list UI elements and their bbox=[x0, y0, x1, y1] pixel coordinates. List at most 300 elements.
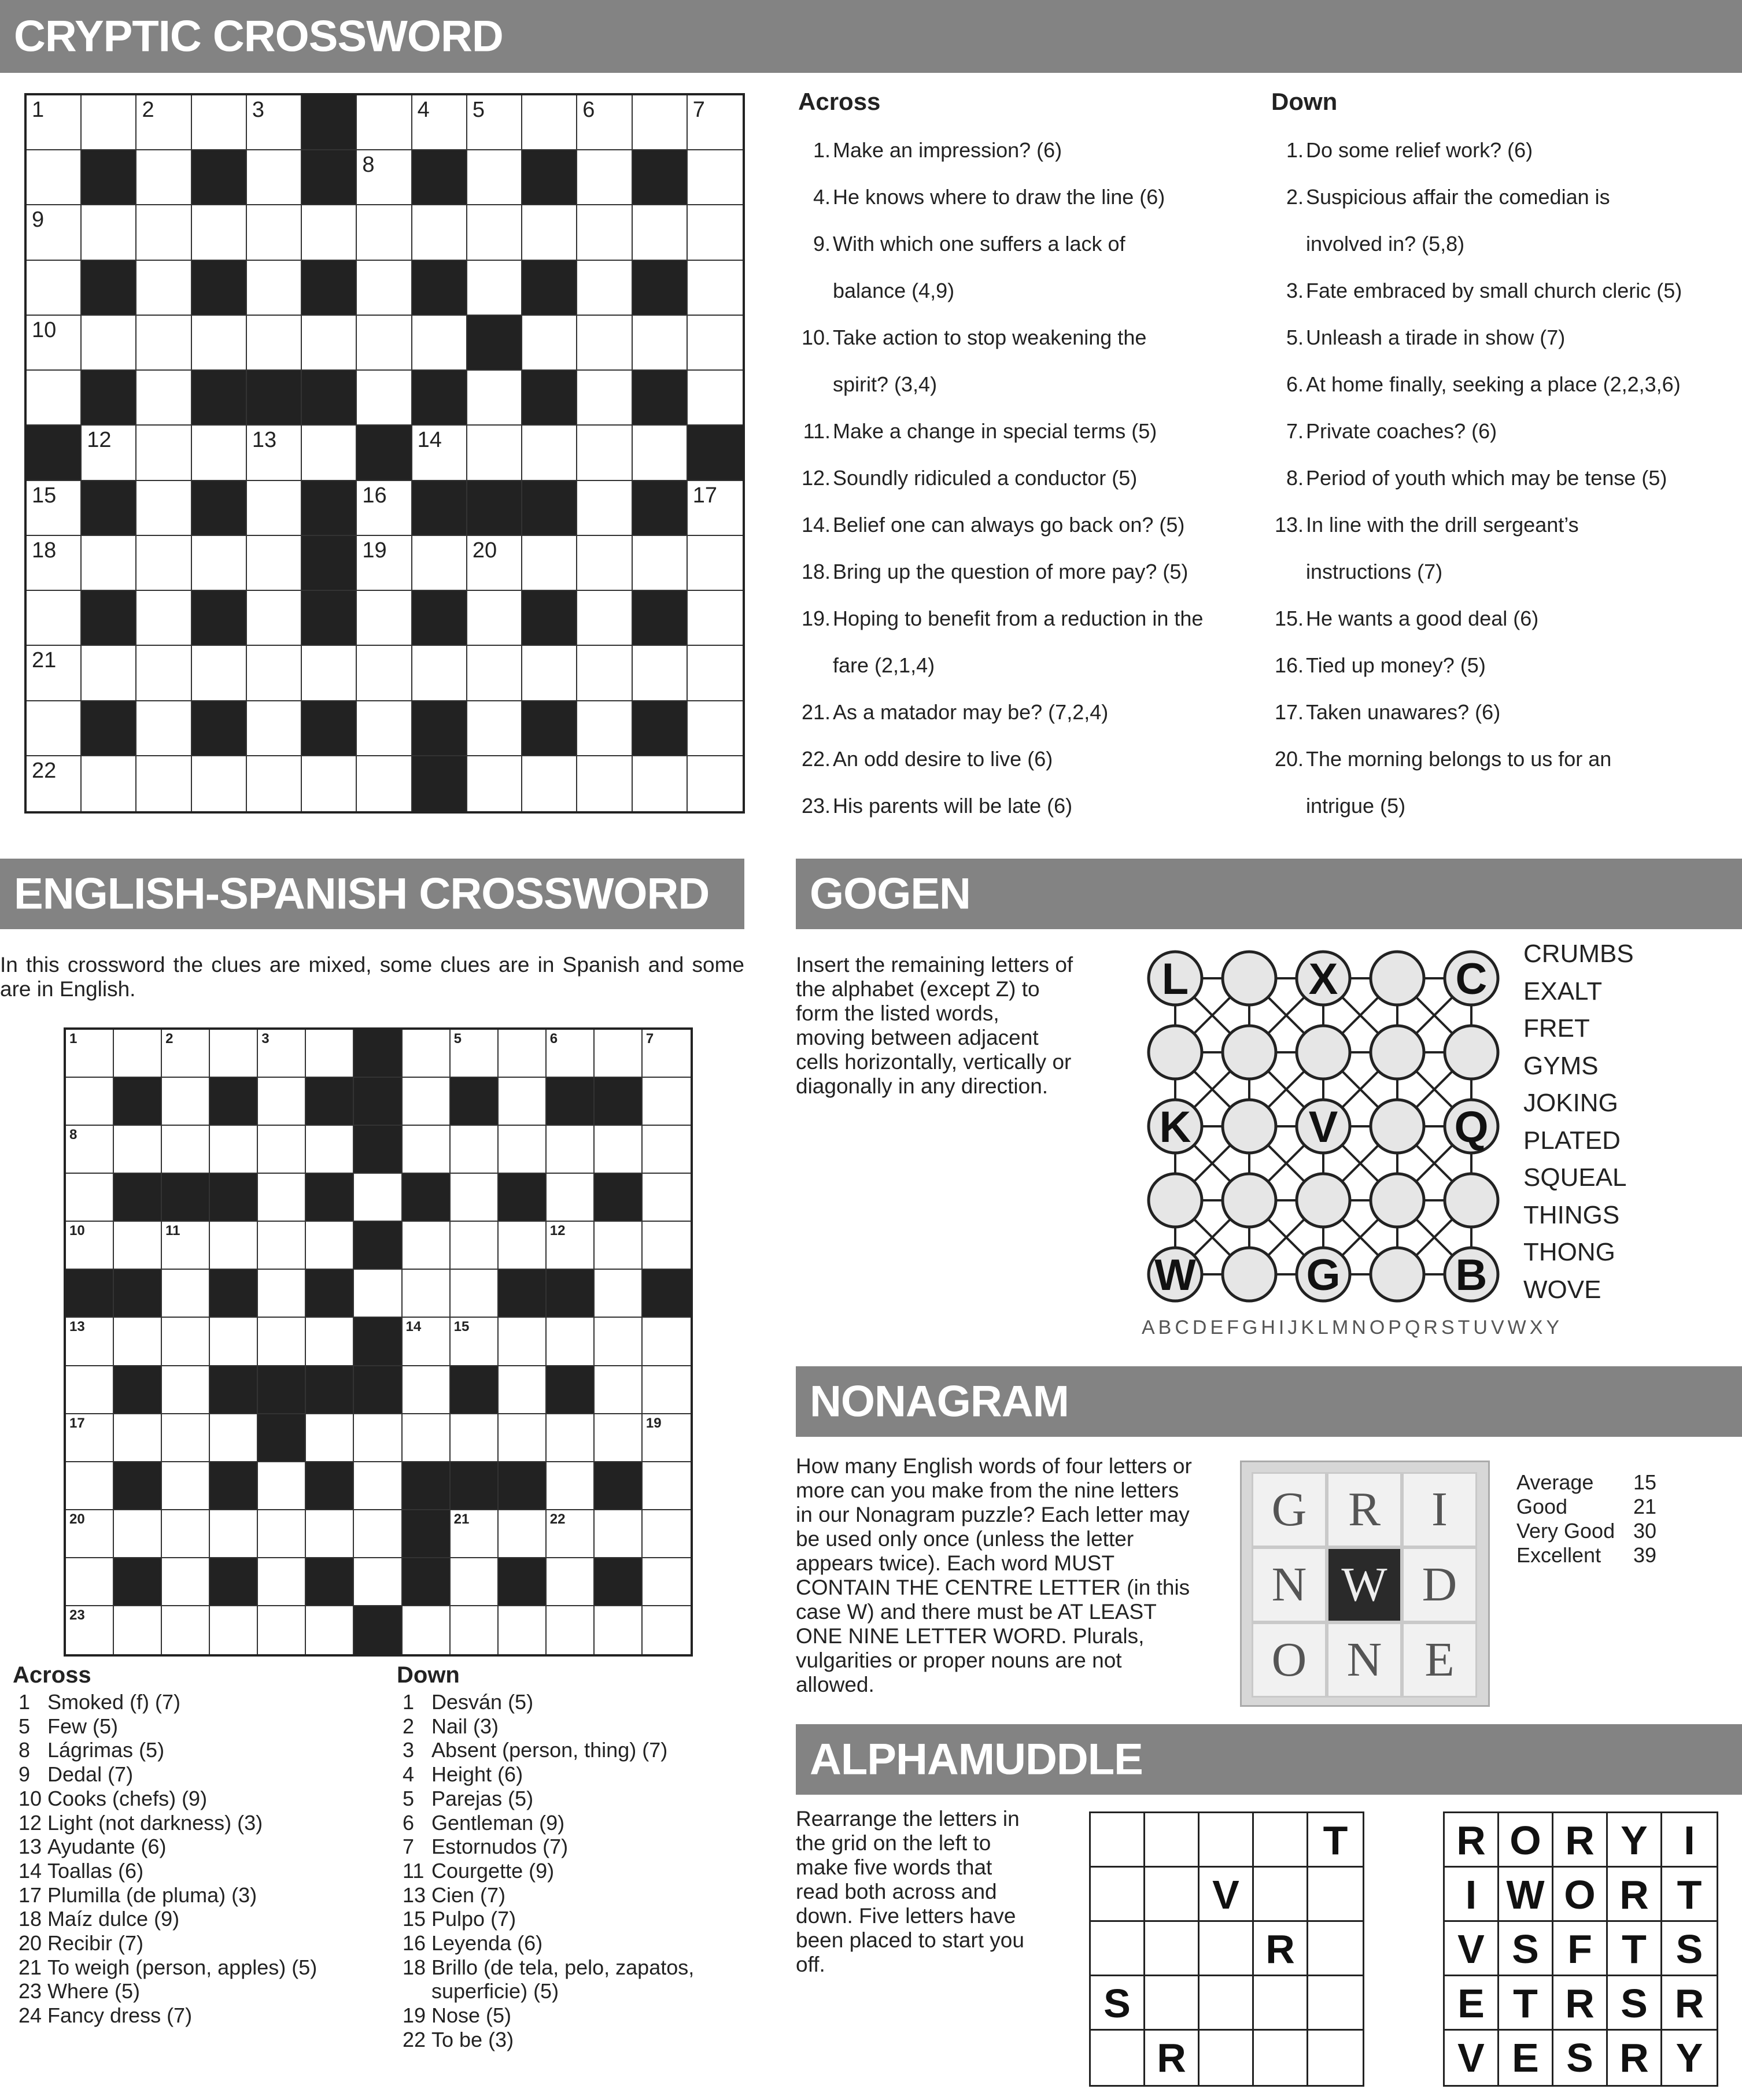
grid-cell[interactable] bbox=[27, 150, 82, 205]
grid-cell[interactable] bbox=[403, 1414, 451, 1462]
grid-cell[interactable] bbox=[577, 95, 632, 150]
grid-cell[interactable] bbox=[27, 646, 82, 701]
grid-cell[interactable] bbox=[403, 1606, 451, 1654]
grid-cell[interactable] bbox=[357, 536, 412, 591]
grid-cell[interactable] bbox=[210, 1510, 258, 1558]
gogen-empty-cell[interactable] bbox=[1223, 1100, 1276, 1153]
grid-cell[interactable] bbox=[162, 1558, 210, 1606]
grid-cell[interactable] bbox=[412, 426, 467, 480]
grid-cell[interactable] bbox=[258, 1126, 306, 1174]
grid-cell[interactable] bbox=[258, 1318, 306, 1366]
grid-cell[interactable] bbox=[577, 150, 632, 205]
alphamuddle-cell[interactable] bbox=[1145, 1813, 1200, 1868]
grid-cell[interactable] bbox=[82, 95, 136, 150]
grid-cell[interactable] bbox=[499, 1030, 547, 1078]
grid-cell[interactable] bbox=[577, 536, 632, 591]
alphamuddle-cell[interactable] bbox=[1308, 2031, 1363, 2085]
alphamuddle-cell[interactable] bbox=[1200, 2031, 1254, 2085]
grid-cell[interactable] bbox=[577, 261, 632, 316]
grid-cell[interactable] bbox=[467, 150, 522, 205]
grid-cell[interactable] bbox=[688, 701, 743, 756]
grid-cell[interactable] bbox=[357, 316, 412, 371]
grid-cell[interactable] bbox=[577, 316, 632, 371]
alphamuddle-cell[interactable] bbox=[1091, 1868, 1145, 1922]
gogen-given-cell[interactable] bbox=[1445, 1248, 1498, 1301]
grid-cell[interactable] bbox=[354, 1558, 402, 1606]
grid-cell[interactable] bbox=[577, 701, 632, 756]
alphamuddle-cell[interactable] bbox=[1254, 1976, 1308, 2031]
grid-cell[interactable] bbox=[162, 1030, 210, 1078]
grid-cell[interactable] bbox=[412, 95, 467, 150]
grid-cell[interactable] bbox=[357, 150, 412, 205]
grid-cell[interactable] bbox=[66, 1414, 114, 1462]
grid-cell[interactable] bbox=[258, 1510, 306, 1558]
alphamuddle-cell[interactable] bbox=[1200, 1813, 1254, 1868]
grid-cell[interactable] bbox=[306, 1030, 354, 1078]
grid-cell[interactable] bbox=[467, 756, 522, 811]
grid-cell[interactable] bbox=[66, 1030, 114, 1078]
grid-cell[interactable] bbox=[357, 205, 412, 260]
alphamuddle-cell[interactable] bbox=[1091, 1922, 1145, 1976]
gogen-empty-cell[interactable] bbox=[1149, 1174, 1202, 1227]
gogen-grid[interactable] bbox=[1134, 937, 1489, 1300]
grid-cell[interactable] bbox=[643, 1462, 691, 1510]
grid-cell[interactable] bbox=[688, 205, 743, 260]
grid-cell[interactable] bbox=[27, 756, 82, 811]
grid-cell[interactable] bbox=[258, 1270, 306, 1318]
grid-cell[interactable] bbox=[357, 261, 412, 316]
grid-cell[interactable] bbox=[595, 1222, 643, 1270]
grid-cell[interactable] bbox=[82, 646, 136, 701]
grid-cell[interactable] bbox=[643, 1222, 691, 1270]
grid-cell[interactable] bbox=[577, 756, 632, 811]
gogen-empty-cell[interactable] bbox=[1371, 952, 1424, 1005]
grid-cell[interactable] bbox=[412, 536, 467, 591]
grid-cell[interactable] bbox=[162, 1318, 210, 1366]
grid-cell[interactable] bbox=[412, 205, 467, 260]
grid-cell[interactable] bbox=[66, 1510, 114, 1558]
grid-cell[interactable] bbox=[302, 205, 357, 260]
grid-cell[interactable] bbox=[258, 1030, 306, 1078]
grid-cell[interactable] bbox=[547, 1174, 595, 1222]
grid-cell[interactable] bbox=[633, 205, 688, 260]
grid-cell[interactable] bbox=[162, 1366, 210, 1414]
grid-cell[interactable] bbox=[306, 1510, 354, 1558]
grid-cell[interactable] bbox=[306, 1414, 354, 1462]
gogen-empty-cell[interactable] bbox=[1223, 1026, 1276, 1079]
grid-cell[interactable] bbox=[66, 1174, 114, 1222]
alphamuddle-cell[interactable] bbox=[1145, 1868, 1200, 1922]
grid-cell[interactable] bbox=[547, 1222, 595, 1270]
grid-cell[interactable] bbox=[451, 1414, 499, 1462]
grid-cell[interactable] bbox=[136, 701, 191, 756]
alphamuddle-cell[interactable]: V bbox=[1200, 1868, 1254, 1922]
gogen-empty-cell[interactable] bbox=[1371, 1248, 1424, 1301]
grid-cell[interactable] bbox=[595, 1270, 643, 1318]
grid-cell[interactable] bbox=[688, 646, 743, 701]
grid-cell[interactable] bbox=[451, 1270, 499, 1318]
grid-cell[interactable] bbox=[27, 261, 82, 316]
grid-cell[interactable] bbox=[27, 536, 82, 591]
grid-cell[interactable] bbox=[643, 1366, 691, 1414]
grid-cell[interactable] bbox=[210, 1030, 258, 1078]
grid-cell[interactable] bbox=[114, 1030, 162, 1078]
grid-cell[interactable] bbox=[247, 205, 302, 260]
grid-cell[interactable] bbox=[258, 1174, 306, 1222]
grid-cell[interactable] bbox=[82, 316, 136, 371]
grid-cell[interactable] bbox=[162, 1078, 210, 1126]
grid-cell[interactable] bbox=[577, 591, 632, 646]
grid-cell[interactable] bbox=[192, 426, 247, 480]
alphamuddle-cell[interactable]: S bbox=[1091, 1976, 1145, 2031]
grid-cell[interactable] bbox=[210, 1606, 258, 1654]
gogen-given-cell[interactable] bbox=[1149, 952, 1202, 1005]
grid-cell[interactable] bbox=[114, 1510, 162, 1558]
grid-cell[interactable] bbox=[357, 756, 412, 811]
grid-cell[interactable] bbox=[451, 1510, 499, 1558]
grid-cell[interactable] bbox=[499, 1078, 547, 1126]
alphamuddle-left-grid[interactable] bbox=[1089, 1811, 1364, 2087]
grid-cell[interactable] bbox=[66, 1558, 114, 1606]
grid-cell[interactable] bbox=[357, 481, 412, 536]
grid-cell[interactable] bbox=[577, 205, 632, 260]
grid-cell[interactable] bbox=[66, 1078, 114, 1126]
grid-cell[interactable] bbox=[522, 316, 577, 371]
grid-cell[interactable] bbox=[451, 1174, 499, 1222]
grid-cell[interactable] bbox=[210, 1222, 258, 1270]
gogen-given-cell[interactable] bbox=[1297, 952, 1350, 1005]
grid-cell[interactable] bbox=[577, 646, 632, 701]
grid-cell[interactable] bbox=[210, 1126, 258, 1174]
grid-cell[interactable] bbox=[403, 1318, 451, 1366]
grid-cell[interactable] bbox=[136, 426, 191, 480]
gogen-empty-cell[interactable] bbox=[1371, 1174, 1424, 1227]
gogen-empty-cell[interactable] bbox=[1149, 1026, 1202, 1079]
grid-cell[interactable] bbox=[467, 701, 522, 756]
grid-cell[interactable] bbox=[403, 1078, 451, 1126]
grid-cell[interactable] bbox=[522, 756, 577, 811]
grid-cell[interactable] bbox=[522, 95, 577, 150]
grid-cell[interactable] bbox=[688, 261, 743, 316]
grid-cell[interactable] bbox=[114, 1606, 162, 1654]
gogen-empty-cell[interactable] bbox=[1445, 1174, 1498, 1227]
alphamuddle-cell[interactable] bbox=[1091, 1813, 1145, 1868]
gogen-empty-cell[interactable] bbox=[1223, 1174, 1276, 1227]
cryptic-grid[interactable] bbox=[24, 93, 745, 814]
grid-cell[interactable] bbox=[162, 1222, 210, 1270]
grid-cell[interactable] bbox=[595, 1126, 643, 1174]
grid-cell[interactable] bbox=[403, 1270, 451, 1318]
alphamuddle-cell[interactable] bbox=[1145, 1922, 1200, 1976]
grid-cell[interactable] bbox=[114, 1222, 162, 1270]
alphamuddle-cell[interactable]: T bbox=[1308, 1813, 1363, 1868]
gogen-given-cell[interactable] bbox=[1445, 952, 1498, 1005]
grid-cell[interactable] bbox=[633, 536, 688, 591]
grid-cell[interactable] bbox=[643, 1414, 691, 1462]
grid-cell[interactable] bbox=[136, 756, 191, 811]
grid-cell[interactable] bbox=[643, 1030, 691, 1078]
grid-cell[interactable] bbox=[467, 426, 522, 480]
grid-cell[interactable] bbox=[306, 1606, 354, 1654]
grid-cell[interactable] bbox=[302, 646, 357, 701]
grid-cell[interactable] bbox=[27, 95, 82, 150]
gogen-given-cell[interactable] bbox=[1149, 1100, 1202, 1153]
grid-cell[interactable] bbox=[354, 1414, 402, 1462]
grid-cell[interactable] bbox=[499, 1222, 547, 1270]
grid-cell[interactable] bbox=[688, 95, 743, 150]
grid-cell[interactable] bbox=[162, 1414, 210, 1462]
alphamuddle-cell[interactable] bbox=[1091, 2031, 1145, 2085]
grid-cell[interactable] bbox=[247, 261, 302, 316]
grid-cell[interactable] bbox=[451, 1606, 499, 1654]
grid-cell[interactable] bbox=[136, 536, 191, 591]
grid-cell[interactable] bbox=[633, 756, 688, 811]
grid-cell[interactable] bbox=[82, 756, 136, 811]
grid-cell[interactable] bbox=[192, 316, 247, 371]
grid-cell[interactable] bbox=[595, 1318, 643, 1366]
grid-cell[interactable] bbox=[467, 371, 522, 426]
grid-cell[interactable] bbox=[82, 205, 136, 260]
grid-cell[interactable] bbox=[522, 646, 577, 701]
grid-cell[interactable] bbox=[66, 1606, 114, 1654]
grid-cell[interactable] bbox=[247, 536, 302, 591]
grid-cell[interactable] bbox=[522, 536, 577, 591]
grid-cell[interactable] bbox=[247, 95, 302, 150]
grid-cell[interactable] bbox=[302, 426, 357, 480]
grid-cell[interactable] bbox=[302, 756, 357, 811]
grid-cell[interactable] bbox=[467, 536, 522, 591]
grid-cell[interactable] bbox=[306, 1318, 354, 1366]
spanish-grid[interactable] bbox=[64, 1027, 693, 1657]
grid-cell[interactable] bbox=[412, 646, 467, 701]
grid-cell[interactable] bbox=[114, 1126, 162, 1174]
grid-cell[interactable] bbox=[688, 591, 743, 646]
grid-cell[interactable] bbox=[688, 481, 743, 536]
grid-cell[interactable] bbox=[258, 1606, 306, 1654]
gogen-given-cell[interactable] bbox=[1149, 1248, 1202, 1301]
grid-cell[interactable] bbox=[27, 371, 82, 426]
alphamuddle-cell[interactable] bbox=[1308, 1868, 1363, 1922]
grid-cell[interactable] bbox=[547, 1462, 595, 1510]
grid-cell[interactable] bbox=[595, 1510, 643, 1558]
grid-cell[interactable] bbox=[357, 95, 412, 150]
grid-cell[interactable] bbox=[633, 646, 688, 701]
alphamuddle-cell[interactable] bbox=[1200, 1922, 1254, 1976]
gogen-given-cell[interactable] bbox=[1445, 1100, 1498, 1153]
grid-cell[interactable] bbox=[162, 1126, 210, 1174]
grid-cell[interactable] bbox=[499, 1414, 547, 1462]
grid-cell[interactable] bbox=[499, 1606, 547, 1654]
grid-cell[interactable] bbox=[643, 1078, 691, 1126]
gogen-empty-cell[interactable] bbox=[1223, 952, 1276, 1005]
grid-cell[interactable] bbox=[66, 1462, 114, 1510]
grid-cell[interactable] bbox=[467, 261, 522, 316]
grid-cell[interactable] bbox=[210, 1318, 258, 1366]
grid-cell[interactable] bbox=[114, 1414, 162, 1462]
grid-cell[interactable] bbox=[27, 205, 82, 260]
grid-cell[interactable] bbox=[403, 1222, 451, 1270]
grid-cell[interactable] bbox=[114, 1318, 162, 1366]
nonagram-grid[interactable] bbox=[1240, 1461, 1490, 1707]
grid-cell[interactable] bbox=[595, 1414, 643, 1462]
grid-cell[interactable] bbox=[499, 1126, 547, 1174]
grid-cell[interactable] bbox=[354, 1174, 402, 1222]
grid-cell[interactable] bbox=[595, 1030, 643, 1078]
grid-cell[interactable] bbox=[357, 646, 412, 701]
grid-cell[interactable] bbox=[547, 1318, 595, 1366]
alphamuddle-cell[interactable] bbox=[1254, 1813, 1308, 1868]
grid-cell[interactable] bbox=[467, 646, 522, 701]
grid-cell[interactable] bbox=[162, 1462, 210, 1510]
grid-cell[interactable] bbox=[688, 536, 743, 591]
grid-cell[interactable] bbox=[412, 316, 467, 371]
grid-cell[interactable] bbox=[595, 1606, 643, 1654]
grid-cell[interactable] bbox=[688, 756, 743, 811]
grid-cell[interactable] bbox=[247, 756, 302, 811]
grid-cell[interactable] bbox=[66, 1366, 114, 1414]
grid-cell[interactable] bbox=[354, 1462, 402, 1510]
grid-cell[interactable] bbox=[643, 1558, 691, 1606]
grid-cell[interactable] bbox=[499, 1318, 547, 1366]
alphamuddle-cell[interactable] bbox=[1254, 2031, 1308, 2085]
grid-cell[interactable] bbox=[467, 95, 522, 150]
grid-cell[interactable] bbox=[643, 1126, 691, 1174]
grid-cell[interactable] bbox=[633, 316, 688, 371]
grid-cell[interactable] bbox=[522, 426, 577, 480]
grid-cell[interactable] bbox=[403, 1126, 451, 1174]
grid-cell[interactable] bbox=[136, 95, 191, 150]
grid-cell[interactable] bbox=[403, 1366, 451, 1414]
gogen-empty-cell[interactable] bbox=[1297, 1174, 1350, 1227]
grid-cell[interactable] bbox=[247, 481, 302, 536]
grid-cell[interactable] bbox=[162, 1606, 210, 1654]
gogen-empty-cell[interactable] bbox=[1371, 1100, 1424, 1153]
grid-cell[interactable] bbox=[162, 1510, 210, 1558]
grid-cell[interactable] bbox=[467, 591, 522, 646]
grid-cell[interactable] bbox=[66, 1318, 114, 1366]
grid-cell[interactable] bbox=[210, 1414, 258, 1462]
alphamuddle-cell[interactable] bbox=[1254, 1868, 1308, 1922]
grid-cell[interactable] bbox=[82, 426, 136, 480]
gogen-empty-cell[interactable] bbox=[1297, 1026, 1350, 1079]
grid-cell[interactable] bbox=[258, 1462, 306, 1510]
grid-cell[interactable] bbox=[547, 1030, 595, 1078]
alphamuddle-cell[interactable] bbox=[1308, 1922, 1363, 1976]
grid-cell[interactable] bbox=[547, 1558, 595, 1606]
grid-cell[interactable] bbox=[247, 426, 302, 480]
grid-cell[interactable] bbox=[451, 1222, 499, 1270]
alphamuddle-cell[interactable] bbox=[1200, 1976, 1254, 2031]
grid-cell[interactable] bbox=[547, 1126, 595, 1174]
grid-cell[interactable] bbox=[302, 316, 357, 371]
gogen-empty-cell[interactable] bbox=[1223, 1248, 1276, 1301]
alphamuddle-cell[interactable] bbox=[1308, 1976, 1363, 2031]
grid-cell[interactable] bbox=[192, 205, 247, 260]
gogen-given-cell[interactable] bbox=[1297, 1100, 1350, 1153]
grid-cell[interactable] bbox=[547, 1510, 595, 1558]
grid-cell[interactable] bbox=[258, 1558, 306, 1606]
grid-cell[interactable] bbox=[354, 1270, 402, 1318]
grid-cell[interactable] bbox=[27, 481, 82, 536]
grid-cell[interactable] bbox=[577, 426, 632, 480]
grid-cell[interactable] bbox=[547, 1606, 595, 1654]
grid-cell[interactable] bbox=[136, 316, 191, 371]
grid-cell[interactable] bbox=[403, 1030, 451, 1078]
grid-cell[interactable] bbox=[357, 591, 412, 646]
grid-cell[interactable] bbox=[643, 1174, 691, 1222]
grid-cell[interactable] bbox=[451, 1030, 499, 1078]
grid-cell[interactable] bbox=[66, 1222, 114, 1270]
grid-cell[interactable] bbox=[247, 316, 302, 371]
grid-cell[interactable] bbox=[247, 591, 302, 646]
grid-cell[interactable] bbox=[688, 371, 743, 426]
grid-cell[interactable] bbox=[136, 371, 191, 426]
grid-cell[interactable] bbox=[688, 150, 743, 205]
grid-cell[interactable] bbox=[306, 1222, 354, 1270]
grid-cell[interactable] bbox=[547, 1414, 595, 1462]
grid-cell[interactable] bbox=[27, 591, 82, 646]
grid-cell[interactable] bbox=[192, 646, 247, 701]
grid-cell[interactable] bbox=[82, 536, 136, 591]
grid-cell[interactable] bbox=[633, 426, 688, 480]
grid-cell[interactable] bbox=[192, 756, 247, 811]
grid-cell[interactable] bbox=[66, 1126, 114, 1174]
grid-cell[interactable] bbox=[577, 371, 632, 426]
grid-cell[interactable] bbox=[688, 316, 743, 371]
grid-cell[interactable] bbox=[357, 701, 412, 756]
gogen-given-cell[interactable] bbox=[1297, 1248, 1350, 1301]
gogen-empty-cell[interactable] bbox=[1445, 1026, 1498, 1079]
grid-cell[interactable] bbox=[357, 371, 412, 426]
grid-cell[interactable] bbox=[162, 1270, 210, 1318]
grid-cell[interactable] bbox=[192, 536, 247, 591]
grid-cell[interactable] bbox=[499, 1510, 547, 1558]
grid-cell[interactable] bbox=[136, 205, 191, 260]
grid-cell[interactable] bbox=[27, 316, 82, 371]
grid-cell[interactable] bbox=[136, 481, 191, 536]
grid-cell[interactable] bbox=[643, 1606, 691, 1654]
grid-cell[interactable] bbox=[27, 701, 82, 756]
grid-cell[interactable] bbox=[354, 1510, 402, 1558]
gogen-empty-cell[interactable] bbox=[1371, 1026, 1424, 1079]
grid-cell[interactable] bbox=[451, 1558, 499, 1606]
grid-cell[interactable] bbox=[247, 150, 302, 205]
grid-cell[interactable] bbox=[192, 95, 247, 150]
alphamuddle-cell[interactable]: R bbox=[1145, 2031, 1200, 2085]
alphamuddle-cell[interactable]: R bbox=[1254, 1922, 1308, 1976]
grid-cell[interactable] bbox=[247, 701, 302, 756]
grid-cell[interactable] bbox=[451, 1318, 499, 1366]
grid-cell[interactable] bbox=[467, 205, 522, 260]
grid-cell[interactable] bbox=[595, 1366, 643, 1414]
grid-cell[interactable] bbox=[136, 150, 191, 205]
grid-cell[interactable] bbox=[643, 1510, 691, 1558]
grid-cell[interactable] bbox=[633, 95, 688, 150]
grid-cell[interactable] bbox=[136, 591, 191, 646]
grid-cell[interactable] bbox=[247, 646, 302, 701]
grid-cell[interactable] bbox=[522, 205, 577, 260]
grid-cell[interactable] bbox=[306, 1126, 354, 1174]
grid-cell[interactable] bbox=[258, 1078, 306, 1126]
grid-cell[interactable] bbox=[451, 1126, 499, 1174]
grid-cell[interactable] bbox=[136, 261, 191, 316]
grid-cell[interactable] bbox=[643, 1318, 691, 1366]
grid-cell[interactable] bbox=[577, 481, 632, 536]
grid-cell[interactable] bbox=[136, 646, 191, 701]
grid-cell[interactable] bbox=[499, 1366, 547, 1414]
grid-cell[interactable] bbox=[258, 1222, 306, 1270]
alphamuddle-cell[interactable] bbox=[1145, 1976, 1200, 2031]
